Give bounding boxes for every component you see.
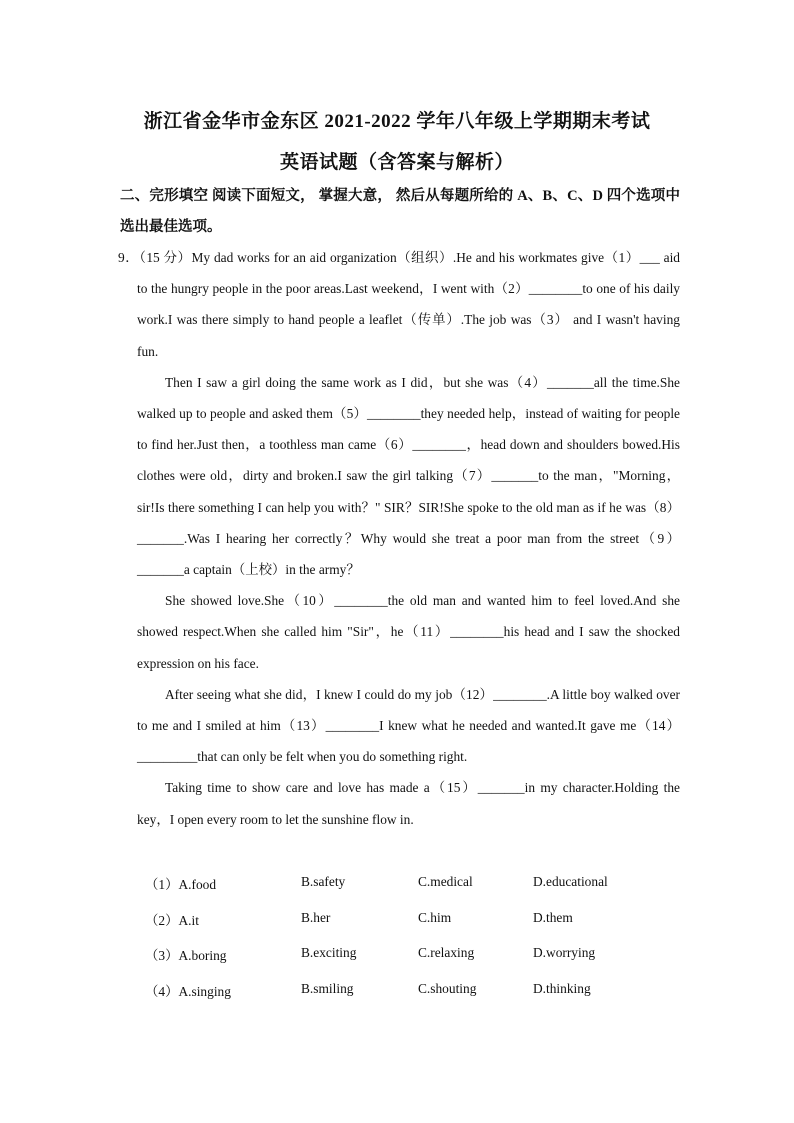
- option-row-1: [145, 868, 685, 904]
- cloze-passage: [118, 242, 680, 835]
- option-b: B.her: [301, 909, 331, 925]
- option-c: C.him: [418, 909, 452, 925]
- option-d: D.educational: [533, 874, 608, 889]
- option-b: B.smiling: [301, 980, 354, 996]
- passage-paragraph-5: Taking time to show care and love has made a（15）_______in my character.Holding the key，I open every room to let the sunshine flow in.: [137, 780, 680, 827]
- answer-options: [145, 868, 685, 1010]
- document-subtitle: 英语试题（含答案与解析）: [279, 152, 514, 173]
- option-c: C.relaxing: [418, 945, 475, 960]
- passage-paragraph-1: [118, 242, 680, 367]
- option-b: B.safety: [301, 874, 346, 889]
- option-a-text: A.food: [178, 877, 217, 892]
- passage-paragraph-2: Then I saw a girl doing the same work as I did，but she was（4）_______all the time.She walked up to people and asked them（5）________they needed help，instead of waiting for people to find her.Just then，a toothless man came（6）________，head down and shoulders bowed.His clothes were old，dirty and broken.I saw the girl talking（7）_______to the man，"Morning，sir!Is there something I can help you with？" SIR？SIR!She spoke to the old man as if he was（8）_______.Was I hearing her correctly？Why would she treat a poor man from the street（9）_______a captain（上校）in the army？: [137, 374, 680, 578]
- option-c: C.shouting: [418, 980, 477, 996]
- option-a: [145, 981, 231, 1000]
- option-a: [145, 910, 199, 929]
- option-c: C.medical: [418, 874, 473, 889]
- option-a-text: A.it: [178, 912, 199, 928]
- option-a: [145, 945, 226, 964]
- option-number: （3）: [145, 948, 179, 963]
- option-number: （1）: [145, 877, 179, 892]
- option-row-3: [145, 939, 685, 975]
- option-a-text: A.boring: [178, 948, 227, 963]
- paragraph-text: My dad works for an aid organization（组织）.He and his workmates give（1）___ aid to the hungry people in the poor areas.Last weekend，I went with（2）________to one of his daily work.I was there simply to hand people a leaflet（传单）.The job was（3） and I wasn't having fun.: [137, 250, 680, 359]
- document-title: 浙江省金华市金东区 2021-2022 学年八年级上学期期末考试: [143, 111, 651, 132]
- option-a: [145, 874, 216, 893]
- option-d: D.worrying: [533, 945, 596, 960]
- option-number: （2）: [145, 912, 179, 928]
- option-row-2: [145, 904, 685, 940]
- passage-paragraph-3: She showed love.She（10）________the old man and wanted him to feel loved.And she showed respect.When she called him "Sir"，he（11）________his head and I saw the shocked expression on his face.: [137, 593, 680, 671]
- option-number: （4）: [145, 983, 179, 999]
- question-number: 9．（15 分）: [118, 250, 192, 265]
- option-row-4: [145, 975, 685, 1011]
- option-d: D.thinking: [533, 980, 591, 996]
- option-a-text: A.singing: [178, 983, 231, 999]
- option-d: D.them: [533, 909, 573, 925]
- passage-paragraph-4: After seeing what she did，I knew I could do my job（12）________.A little boy walked over to me and I smiled at him（13）________I knew what he needed and wanted.It gave me（14）_________that can only be felt when you do something right.: [137, 686, 680, 765]
- option-b: B.exciting: [301, 945, 357, 960]
- section-heading: 二、完形填空 阅读下面短文， 掌握大意， 然后从每题所给的 A、B、C、D 四个选项中选出最佳选项。: [120, 188, 680, 235]
